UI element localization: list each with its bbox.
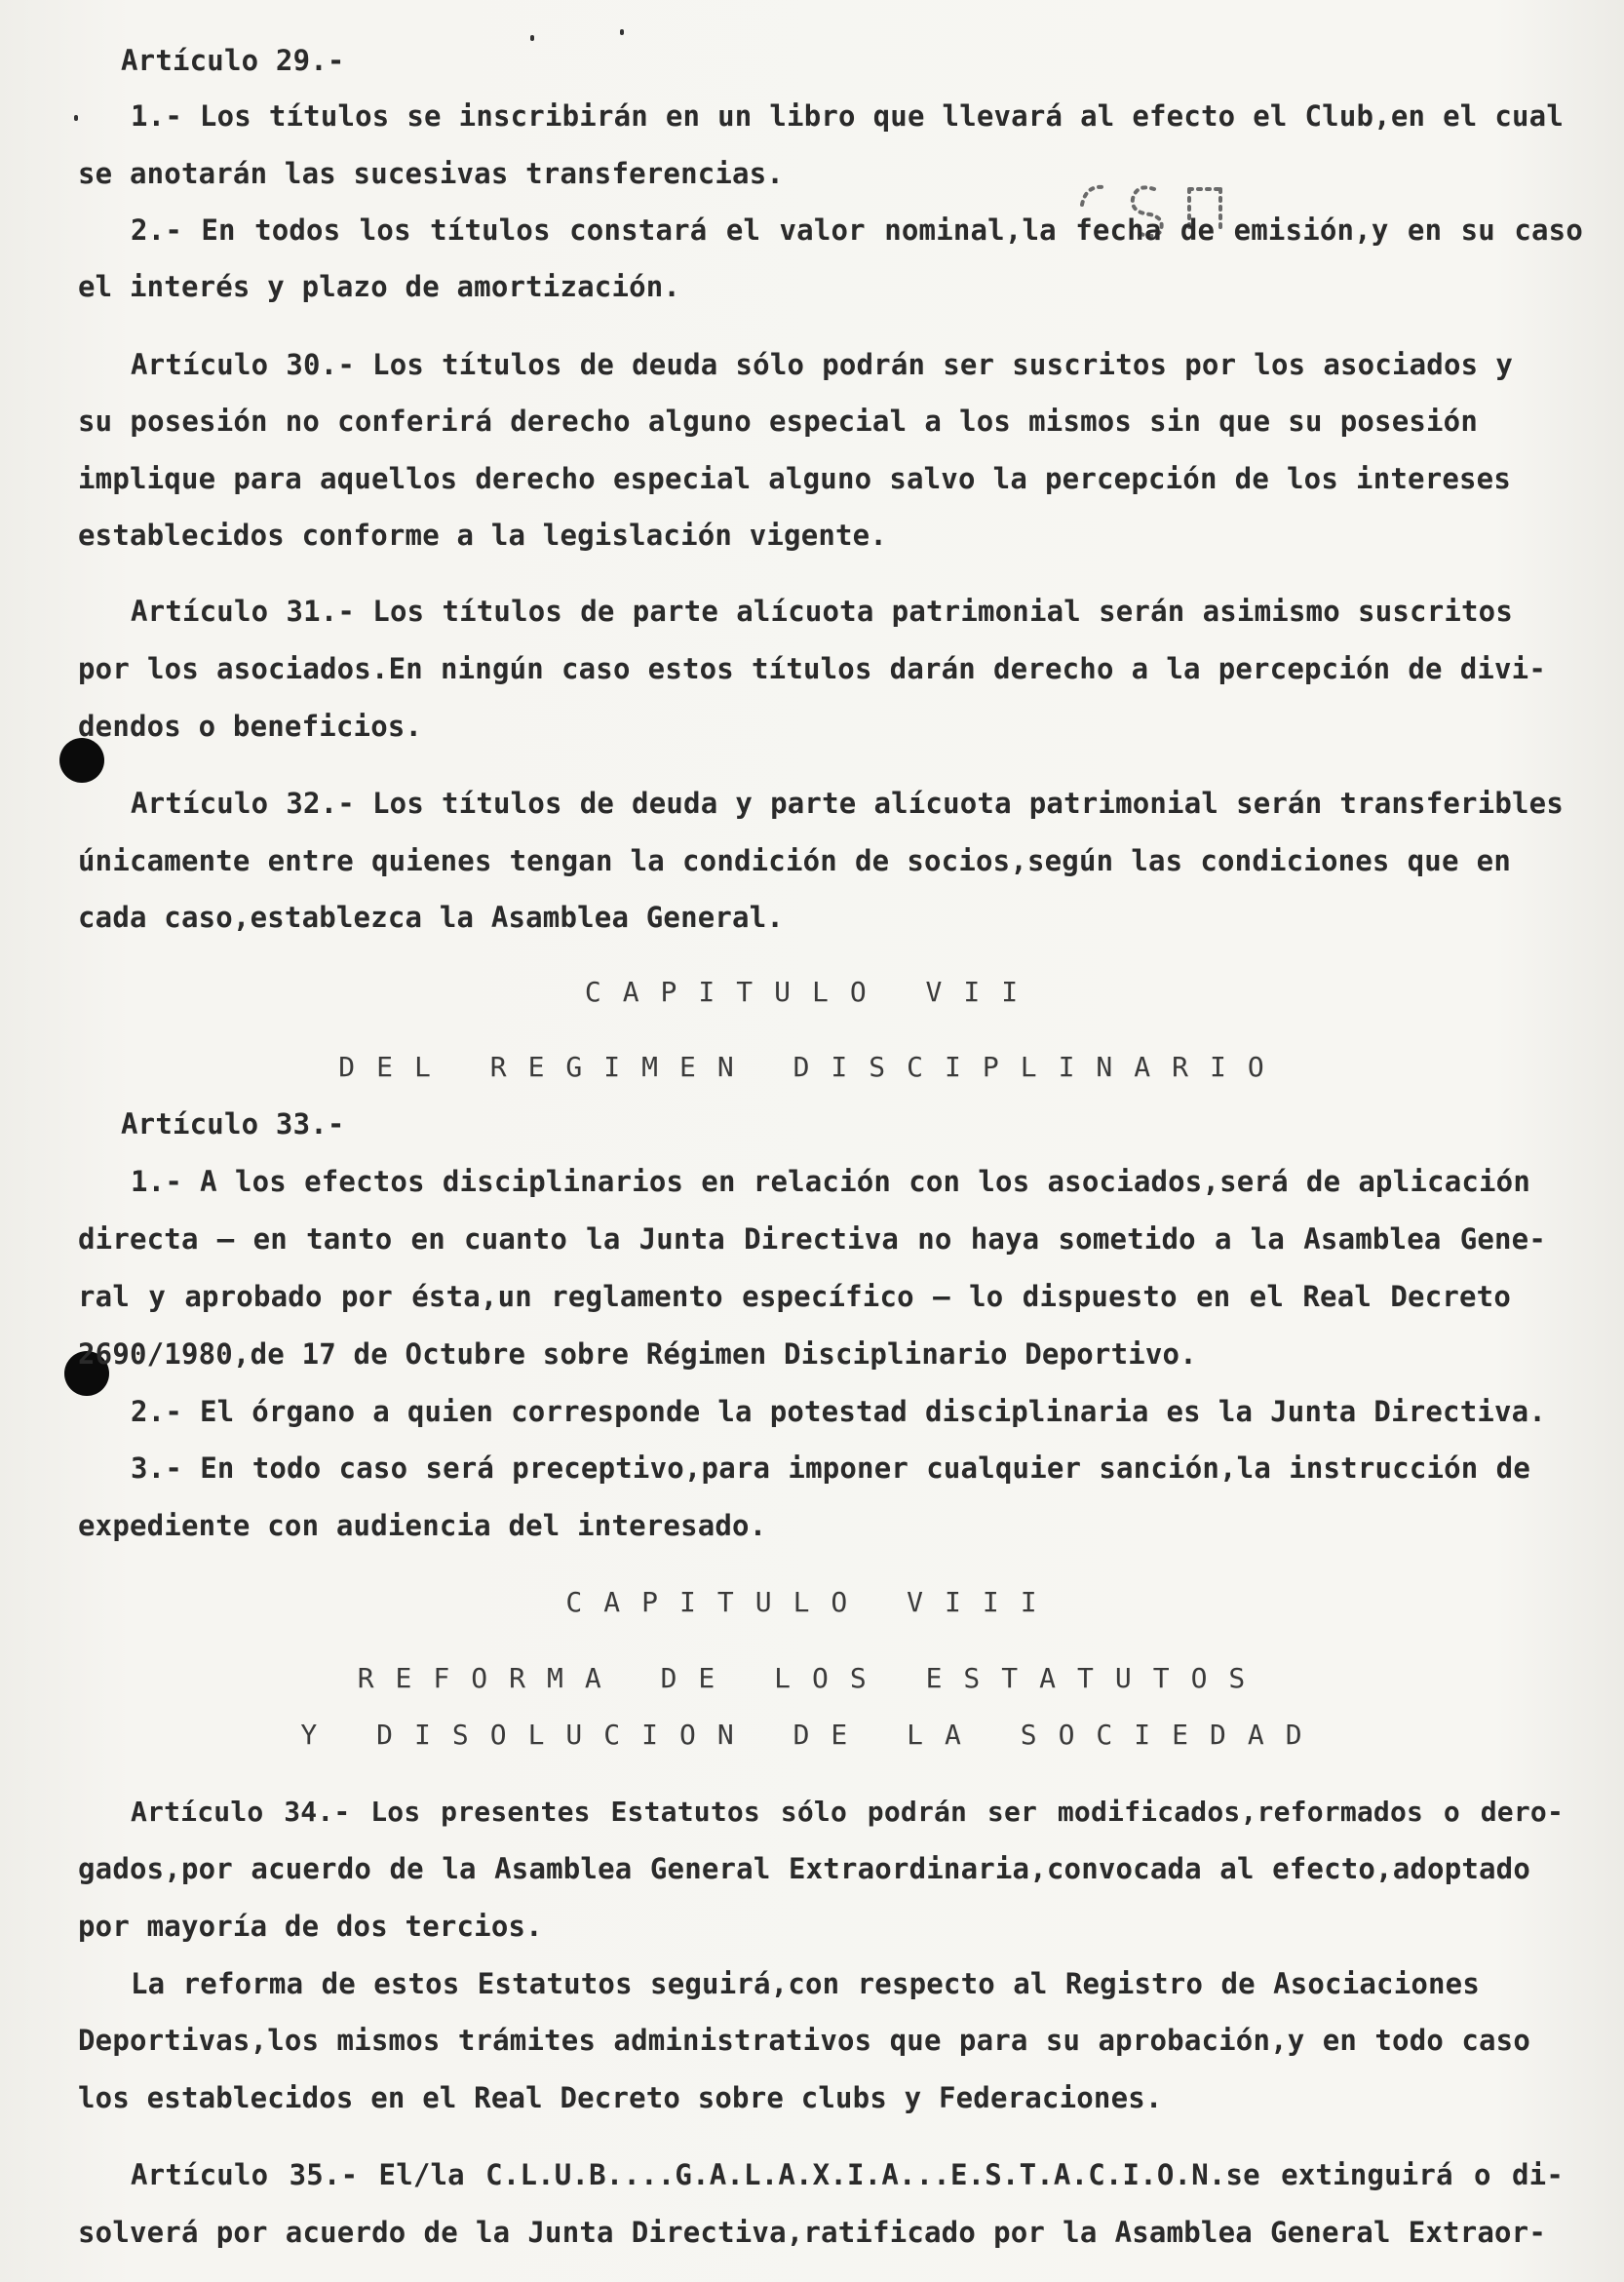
article-30-line-4: establecidos conforme a la legislación vigente. (78, 519, 887, 552)
ink-speck (74, 115, 78, 121)
ink-speck (530, 35, 534, 41)
article-29-heading: Artículo 29.- (121, 44, 345, 77)
article-33-line-4: 2690/1980,de 17 de Octubre sobre Régimen Disciplinario Deportivo. (78, 1337, 1197, 1371)
article-31-line-3: dendos o beneficios. (78, 710, 423, 743)
article-34-line-6: los establecidos en el Real Decreto sobre clubs y Federaciones. (78, 2081, 1163, 2114)
article-31-line-1: Artículo 31.- Los títulos de parte alícuota patrimonial serán asimismo suscritos (131, 595, 1513, 628)
article-34-line-1: Artículo 34.- Los presentes Estatutos sólo podrán ser modificados,reformados o dero- (131, 1796, 1564, 1828)
article-32-line-3: cada caso,establezca la Asamblea General. (78, 901, 785, 934)
article-34-line-2: gados,por acuerdo de la Asamblea General Extraordinaria,convocada al efecto,adoptado (78, 1852, 1530, 1885)
article-35-line-1: Artículo 35.- El/la C.L.U.B....G.A.L.A.X.I.A...E.S.T.A.C.I.O.N.se extinguirá o di- (131, 2158, 1564, 2191)
chapter-7-title: CAPITULO VII (584, 976, 1040, 1008)
article-33-line-1: 1.- A los efectos disciplinarios en relación con los asociados,será de aplicación (131, 1165, 1530, 1198)
article-31-line-2: por los asociados.En ningún caso estos títulos darán derecho a la percepción de divi- (78, 652, 1546, 685)
article-33-heading: Artículo 33.- (121, 1107, 345, 1141)
article-29-line-3: 2.- En todos los títulos constará el valor nominal,la fecha de emisión,y en su caso (131, 213, 1583, 247)
punch-hole-upper (59, 738, 104, 783)
ink-speck (620, 29, 624, 35)
article-30-line-1: Artículo 30.- Los títulos de deuda sólo podrán ser suscritos por los asociados y (131, 348, 1513, 381)
article-33-line-7: expediente con audiencia del interesado. (78, 1509, 767, 1542)
article-33-line-6: 3.- En todo caso será preceptivo,para imponer cualquier sanción,la instrucción de (131, 1451, 1530, 1485)
article-32-line-1: Artículo 32.- Los títulos de deuda y parte alícuota patrimonial serán transferibles (131, 787, 1564, 820)
chapter-7-subtitle: DEL REGIMEN DISCIPLINARIO (338, 1051, 1286, 1083)
article-32-line-2: únicamente entre quienes tengan la condición de socios,según las condiciones que en (78, 844, 1511, 877)
article-29-line-4: el interés y plazo de amortización. (78, 270, 681, 303)
article-29-line-2: se anotarán las sucesivas transferencias. (78, 157, 785, 190)
article-35-line-2: solverá por acuerdo de la Junta Directiva,ratificado por la Asamblea General Extraor- (78, 2216, 1546, 2249)
article-34-line-3: por mayoría de dos tercios. (78, 1910, 543, 1943)
chapter-8-subtitle-2: Y DISOLUCION DE LA SOCIEDAD (300, 1719, 1324, 1751)
article-33-line-3: ral y aprobado por ésta,un reglamento específico — lo dispuesto en el Real Decreto (78, 1280, 1511, 1313)
article-33-line-2: directa — en tanto en cuanto la Junta Directiva no haya sometido a la Asamblea Gene- (78, 1222, 1546, 1256)
article-33-line-5: 2.- El órgano a quien corresponde la potestad disciplinaria es la Junta Directiva. (131, 1395, 1546, 1428)
article-30-line-2: su posesión no conferirá derecho alguno especial a los mismos sin que su posesión (78, 405, 1478, 438)
chapter-8-title: CAPITULO VIII (565, 1586, 1059, 1618)
article-30-line-3: implique para aquellos derecho especial alguno salvo la percepción de los intereses (78, 462, 1511, 495)
article-29-line-1: 1.- Los títulos se inscribirán en un libro que llevará al efecto el Club,en el cual (131, 99, 1564, 133)
article-34-line-5: Deportivas,los mismos trámites administrativos que para su aprobación,y en todo caso (78, 2024, 1530, 2057)
chapter-8-subtitle-1: REFORMA DE LOS ESTATUTOS (357, 1662, 1267, 1694)
article-34-line-4: La reforma de estos Estatutos seguirá,con respecto al Registro de Asociaciones (131, 1967, 1480, 2000)
